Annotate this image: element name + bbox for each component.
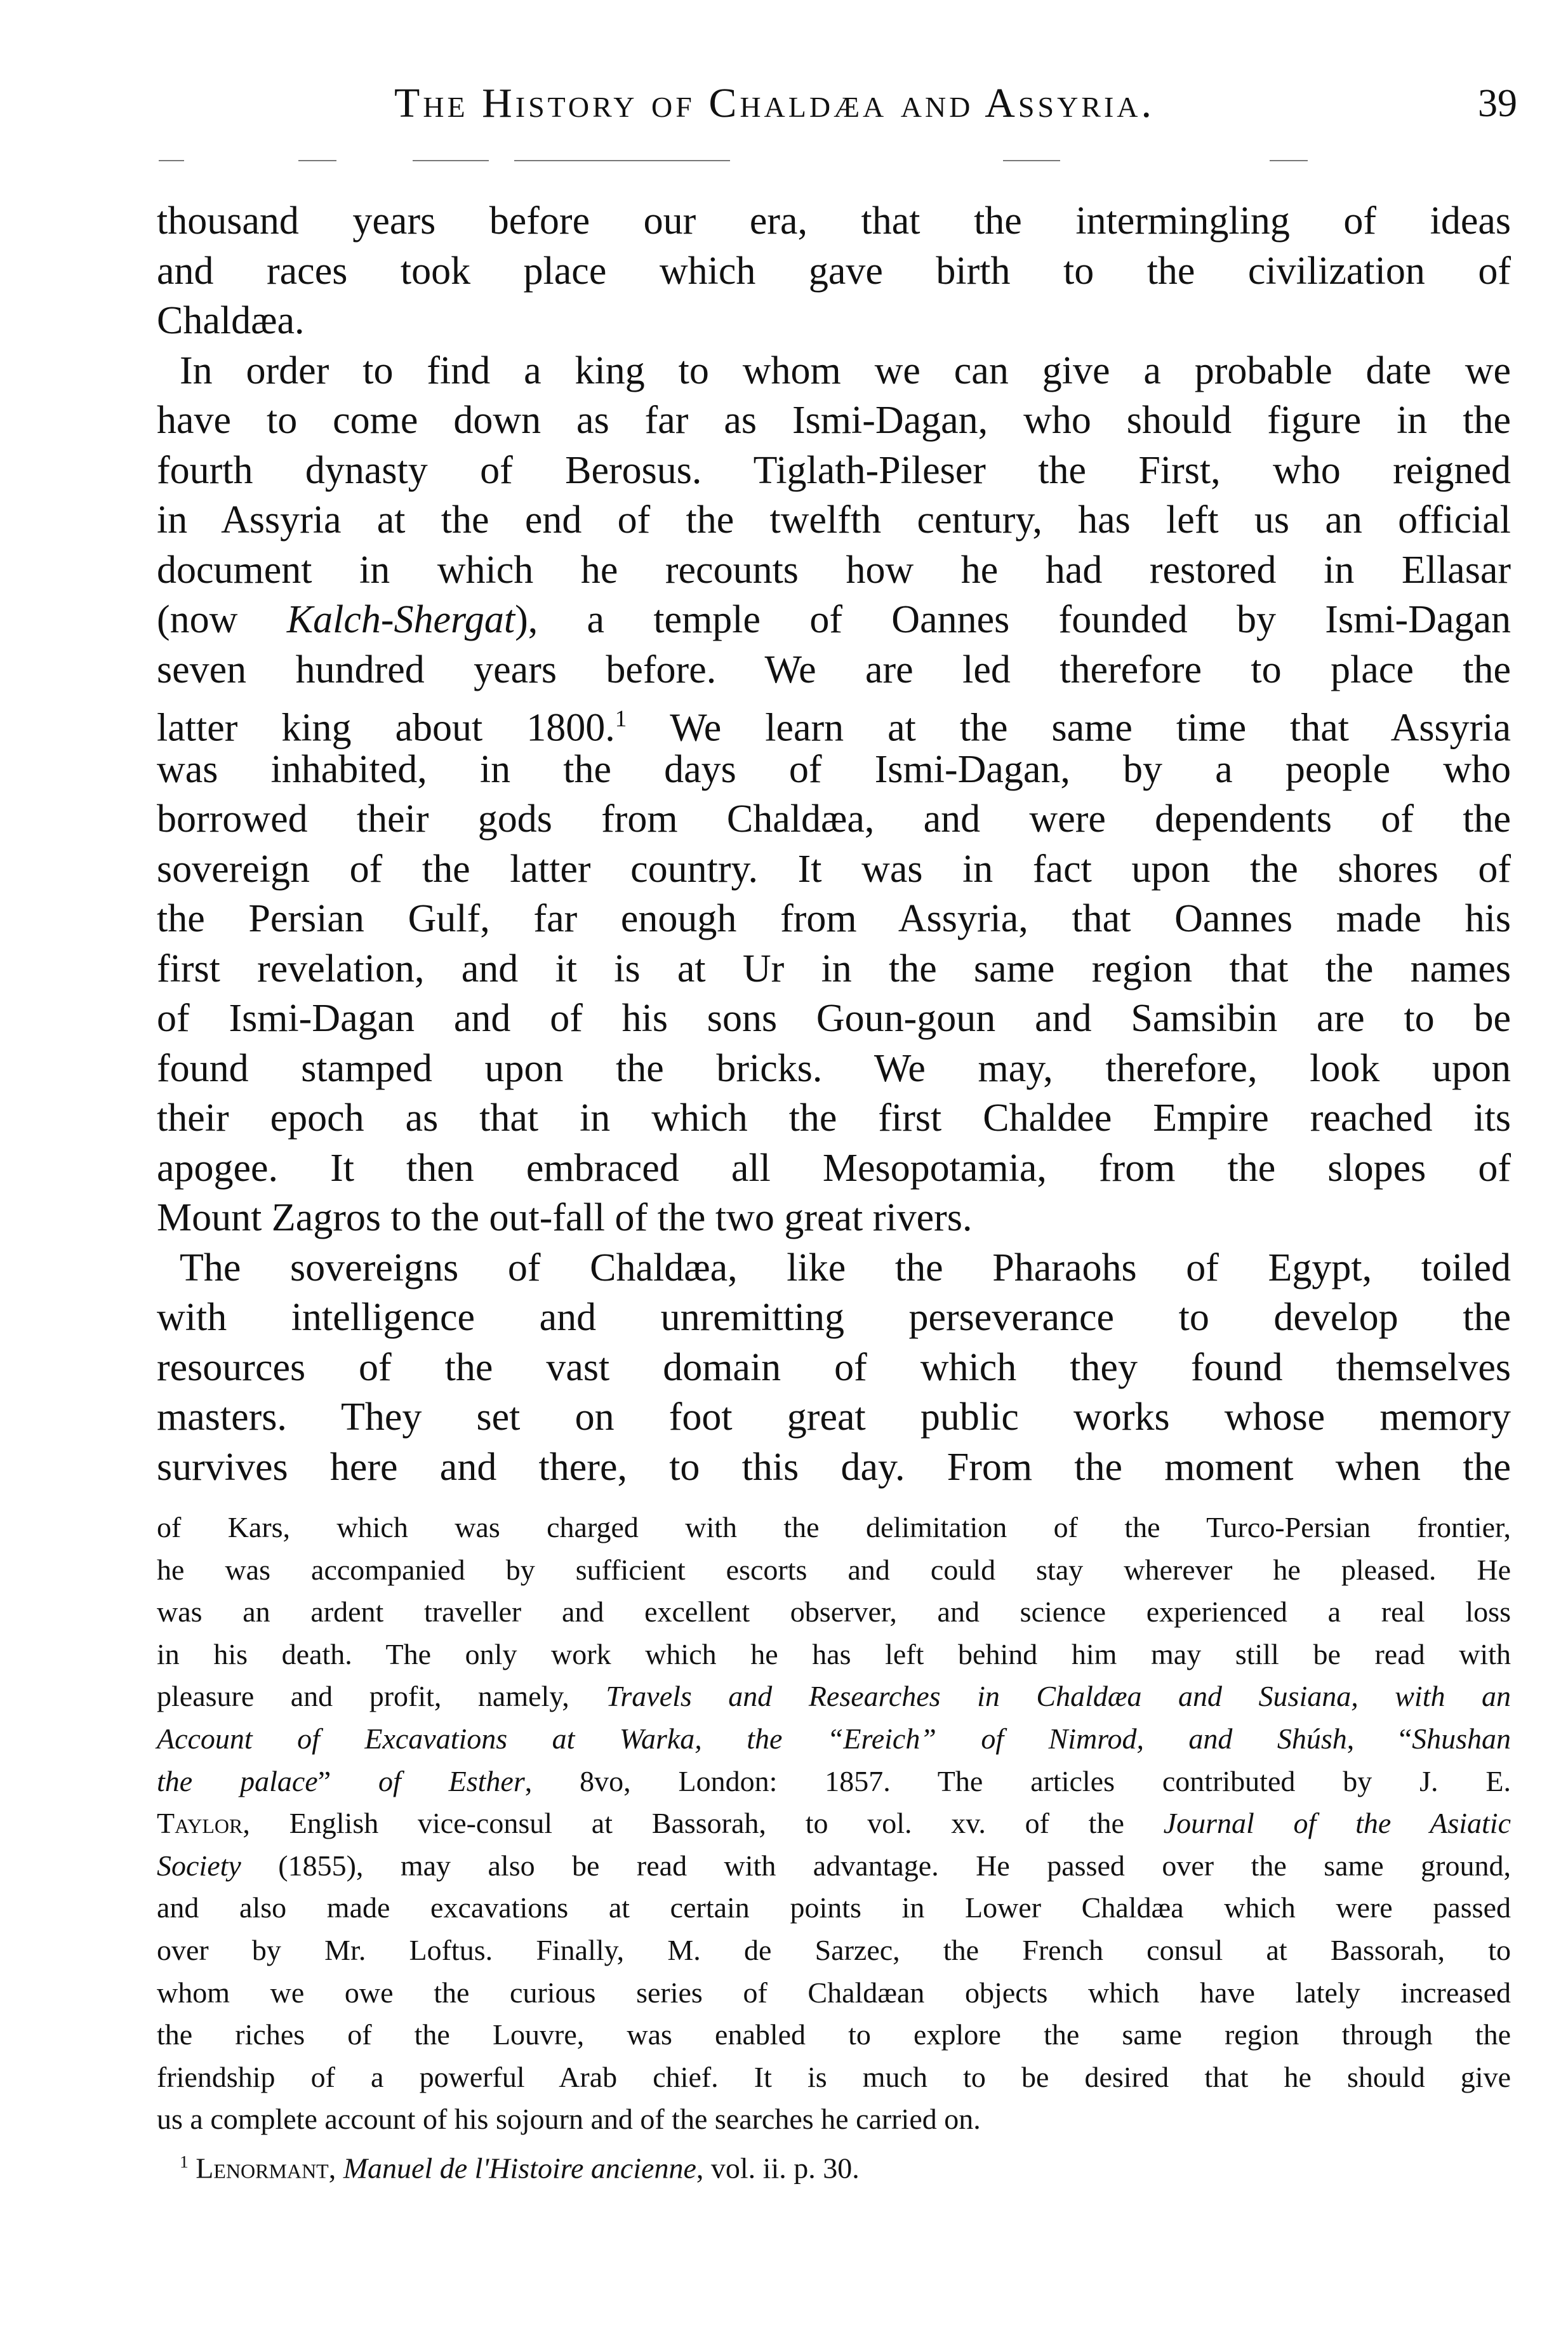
text-span: Taylor	[157, 1807, 243, 1840]
text-span: was an ardent traveller and excellent observer, and science experienced a real loss	[157, 1595, 1511, 1628]
text-line	[157, 296, 1511, 346]
text-line	[157, 1143, 1511, 1194]
page-number: 39	[1478, 82, 1517, 125]
text-span: ), a temple of Oannes founded by Ismi-Dagan	[515, 598, 1511, 641]
text-span: pleasure and profit, namely,	[157, 1680, 606, 1713]
text-line	[157, 246, 1511, 296]
text-span: over by Mr. Loftus. Finally, M. de Sarzec, the French consul at Bassorah, to	[157, 1933, 1511, 1966]
footnote	[157, 1507, 1511, 2141]
text-span: survives here and there, to this day. From the moment when the	[157, 1445, 1511, 1489]
text-span: document in which he recounts how he had restored in Ellasar	[157, 548, 1511, 592]
text-line	[157, 1972, 1511, 2014]
text-span: Manuel de l'Histoire ancienne	[343, 2152, 696, 2185]
text-line	[157, 645, 1511, 695]
text-span: Travels and Researches in Chaldæa and Susiana, with an	[606, 1680, 1511, 1713]
text-span: resources of the vast domain of which they found themselves	[157, 1345, 1511, 1389]
text-span: have to come down as far as Ismi-Dagan, who should figure in the	[157, 399, 1511, 442]
text-line	[157, 346, 1511, 396]
text-line	[157, 894, 1511, 944]
text-span: , vol. ii. p. 30.	[696, 2152, 860, 2185]
text-line	[157, 2141, 1511, 2183]
text-span: , English vice-consul at Bassorah, to vol. xv. of the	[243, 1807, 1164, 1840]
text-line	[157, 1675, 1511, 1718]
text-line	[157, 495, 1511, 545]
text-span: in his death. The only work which he has left behind him may still be read with	[157, 1637, 1511, 1670]
text-line	[157, 1591, 1511, 1634]
text-line	[157, 1193, 1511, 1243]
text-span: masters. They set on foot great public works whose memory	[157, 1395, 1511, 1439]
text-span: first revelation, and it is at Ur in the same region that the names	[157, 947, 1511, 990]
body-text	[157, 196, 1511, 1492]
text-span: (1855), may also be read with advantage. He passed over the same ground,	[241, 1849, 1511, 1882]
running-head: The History of Chaldæa and Assyria.	[394, 80, 1155, 126]
text-span: fourth dynasty of Berosus. Tiglath-Pileser the First, who reigned	[157, 448, 1511, 492]
footnote	[157, 2141, 1511, 2183]
text-line	[157, 1845, 1511, 1888]
text-span: their epoch as that in which the first Chaldee Empire reached its	[157, 1096, 1511, 1140]
text-span: and also made excavations at certain points in Lower Chaldæa which were passed	[157, 1891, 1511, 1924]
paragraph	[157, 196, 1511, 346]
text-line	[157, 545, 1511, 596]
text-span: apogee. It then embraced all Mesopotamia, from the slopes of	[157, 1146, 1511, 1190]
text-span: of Kars, which was charged with the delimitation of the Turco-Persian frontier,	[157, 1511, 1511, 1543]
text-line	[157, 794, 1511, 844]
text-line	[157, 1718, 1511, 1761]
text-span: thousand years before our era, that the intermingling of ideas	[157, 199, 1511, 243]
footnote-marker: 1	[615, 706, 627, 732]
footnotes	[157, 1507, 1511, 2183]
text-line	[157, 396, 1511, 446]
text-line	[157, 446, 1511, 496]
text-span: the riches of the Louvre, was enabled to explore the same region through the	[157, 2018, 1511, 2051]
text-line	[157, 2056, 1511, 2099]
text-line	[157, 695, 1511, 750]
text-span: sovereign of the latter country. It was in fact upon the shores of	[157, 847, 1511, 891]
text-line	[157, 1093, 1511, 1143]
footnote-marker: 1	[180, 2151, 189, 2171]
text-span: In order to find a king to whom we can give a probable date we	[180, 349, 1511, 392]
text-line	[157, 1507, 1511, 1549]
text-span: the Persian Gulf, far enough from Assyria, that Oannes made his	[157, 897, 1511, 940]
text-span: us a complete account of his sojourn and of the searches he carried on.	[157, 2103, 981, 2136]
text-line	[157, 595, 1511, 645]
text-span: Mount Zagros to the out-fall of the two great rivers.	[157, 1196, 973, 1239]
text-span: of Esther	[378, 1764, 525, 1797]
text-span: The sovereigns of Chaldæa, like the Pharaohs of Egypt, toiled	[180, 1246, 1511, 1289]
text-span: Kalch-Shergat	[286, 598, 515, 641]
text-line	[157, 1243, 1511, 1293]
text-span: ,	[328, 2152, 343, 2185]
text-span: Lenormant	[196, 2152, 329, 2185]
text-line	[157, 1802, 1511, 1845]
text-span: seven hundred years before. We are led therefore to place the	[157, 648, 1511, 691]
text-line	[157, 1549, 1511, 1592]
text-line	[157, 196, 1511, 246]
text-span: with intelligence and unremitting perseverance to develop the	[157, 1296, 1511, 1339]
text-span: Chaldæa.	[157, 299, 305, 342]
text-span	[189, 2152, 196, 2184]
text-span: (now	[157, 598, 287, 641]
text-span: Society	[157, 1849, 241, 1882]
text-span: the palace	[157, 1764, 318, 1797]
text-span: Account of Excavations at Warka, the “Ereich” of Nimrod, and Shúsh	[157, 1722, 1347, 1755]
text-line	[157, 1392, 1511, 1442]
text-line	[157, 994, 1511, 1044]
text-span: and races took place which gave birth to the civilization of	[157, 249, 1511, 293]
text-line	[157, 1293, 1511, 1343]
text-line	[157, 1761, 1511, 1803]
text-span: borrowed their gods from Chaldæa, and were dependents of the	[157, 797, 1511, 841]
text-span: in Assyria at the end of the twelfth century, has left us an official	[157, 498, 1511, 542]
text-span: Shushan	[1412, 1722, 1511, 1755]
text-span: was inhabited, in the days of Ismi-Dagan, by a people who	[157, 747, 1511, 791]
text-line	[157, 2014, 1511, 2056]
text-line	[157, 745, 1511, 795]
text-span: latter king about 1800.	[157, 706, 615, 750]
text-span: Journal of the Asiatic	[1163, 1807, 1512, 1840]
text-span: We learn at the same time that Assyria	[627, 706, 1511, 750]
text-span: friendship of a powerful Arab chief. It is much to be desired that he should give	[157, 2060, 1511, 2093]
text-line	[157, 2098, 1511, 2141]
text-span: , 8vo, London: 1857. The articles contributed by J. E.	[524, 1764, 1511, 1797]
paragraph	[157, 346, 1511, 1243]
text-line	[157, 944, 1511, 994]
text-span: he was accompanied by sufficient escorts and could stay wherever he pleased. He	[157, 1553, 1511, 1586]
text-span: of Ismi-Dagan and of his sons Goun-goun and Samsibin are to be	[157, 997, 1511, 1040]
text-line	[157, 1442, 1511, 1493]
text-line	[157, 1343, 1511, 1393]
text-span: ”	[317, 1764, 378, 1797]
text-line	[157, 1634, 1511, 1676]
text-line	[157, 844, 1511, 895]
text-span: whom we owe the curious series of Chaldæan objects which have lately increased	[157, 1976, 1511, 2009]
text-line	[157, 1929, 1511, 1972]
text-line	[157, 1044, 1511, 1094]
text-span: found stamped upon the bricks. We may, therefore, look upon	[157, 1046, 1511, 1090]
text-span: , “	[1346, 1722, 1412, 1755]
text-line	[157, 1887, 1511, 1929]
paragraph	[157, 1243, 1511, 1493]
